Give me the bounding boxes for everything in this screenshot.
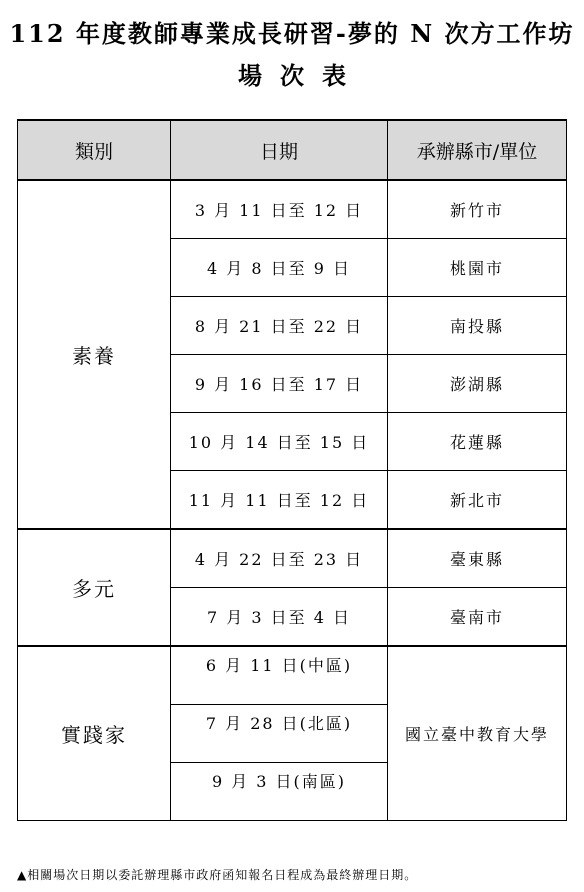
unit-cell: 新北市 — [388, 471, 567, 530]
unit-cell: 臺南市 — [388, 588, 567, 647]
date-cell: 6 月 11 日(中區) — [171, 646, 388, 704]
category-cell-literacy: 素養 — [18, 180, 171, 529]
unit-cell: 南投縣 — [388, 297, 567, 355]
header-category: 類別 — [18, 120, 171, 180]
date-cell: 10 月 14 日至 15 日 — [171, 413, 388, 471]
date-cell: 9 月 16 日至 17 日 — [171, 355, 388, 413]
unit-cell: 桃園市 — [388, 239, 567, 297]
table-row — [18, 646, 567, 704]
table-header-row — [18, 120, 567, 180]
category-cell-diversity: 多元 — [18, 529, 171, 646]
date-cell: 7 月 28 日(北區) — [171, 704, 388, 762]
unit-cell: 澎湖縣 — [388, 355, 567, 413]
date-cell: 8 月 21 日至 22 日 — [171, 297, 388, 355]
date-cell: 4 月 22 日至 23 日 — [171, 529, 388, 588]
unit-cell: 花蓮縣 — [388, 413, 567, 471]
unit-cell: 國立臺中教育大學 — [388, 646, 567, 820]
table-row — [18, 529, 567, 588]
unit-cell: 臺東縣 — [388, 529, 567, 588]
category-cell-practitioner: 實踐家 — [18, 646, 171, 820]
header-date: 日期 — [171, 120, 388, 180]
document-subtitle: 場次表 — [238, 61, 364, 90]
document-title: 112 年度教師專業成長研習-夢的 N 次方工作坊 — [9, 19, 575, 48]
date-cell: 9 月 3 日(南區) — [171, 762, 388, 820]
date-cell: 4 月 8 日至 9 日 — [171, 239, 388, 297]
unit-cell: 新竹市 — [388, 180, 567, 239]
schedule-table — [17, 119, 567, 821]
footnote: ▲相關場次日期以委託辦理縣市政府函知報名日程成為最終辦理日期。 — [17, 868, 418, 882]
date-cell: 7 月 3 日至 4 日 — [171, 588, 388, 647]
date-cell: 11 月 11 日至 12 日 — [171, 471, 388, 530]
header-unit: 承辦縣市/單位 — [388, 120, 567, 180]
date-cell: 3 月 11 日至 12 日 — [171, 180, 388, 239]
table-row — [18, 180, 567, 239]
